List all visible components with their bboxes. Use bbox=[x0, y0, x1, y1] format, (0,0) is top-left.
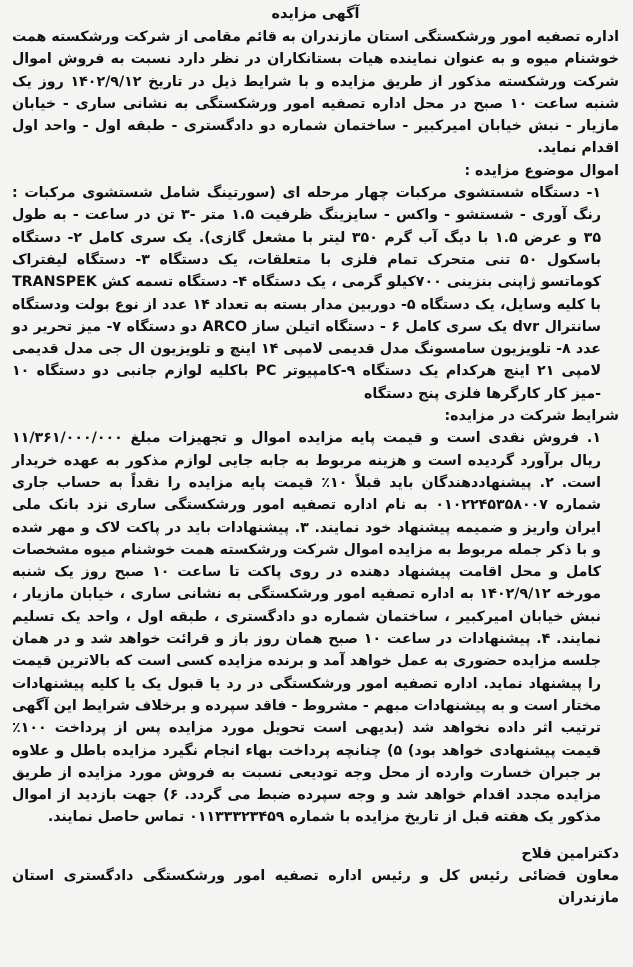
signer-name: دکترامین فلاح bbox=[521, 845, 619, 862]
conditions-text: ۱. فروش نقدی است و قیمت پایه مزایده اموال و تجهیزات مبلغ ۱۱/۳۶۱/۰۰۰/۰۰۰ ریال برآورد گردیده است و هزینه مربوط به جابه جایی لوازم مذکور به عهده خریدار است. ۲. پیشنهاددهندگان باید قبلاً ۱۰٪ قیمت پایه مزایده را نقداً به حساب جاری شماره ۰۱۰۲۲۴۵۳۵۸۰۰۷ به نام اداره تصفیه امور ورشکستگی ساری نزد بانک ملی ایران واریز و ضمیمه پیشنهاد خود نمایند. ۳. پیشنهادات باید در پاکت لاک و مهر شده و با ذکر جمله مربوط به مزایده اموال شرکت ورشکسته همت خوشنام میوه مشخصات کامل و محل اقامت پیشنهاد دهنده در روی پاکت تا ساعت ۱۰ صبح روز یک شنبه مورخه ۱۴۰۲/۹/۱۲ به اداره تصفیه امور ورشکستگی به نشانی ساری ، خیابان مازیار ، نبش خیابان امیرکبیر ، ساختمان شماره دو دادگستری ، طبقه اول ، واحد یک تسلیم نمایند. ۴. پیشنهادات در ساعت ۱۰ صبح همان روز باز و قرائت خواهد شد و در همان جلسه مزایده حضوری به عمل خواهد آمد و برنده مزایده کسی است که بالاترین قیمت را پیشنهاد نماید. اداره تصفیه امور ورشکستگی در رد یا قبول یک یا کلیه پیشنهادات مختار است و به پیشنهادات مبهم - مشروط - فاقد سپرده و برخلاف شرایط این آگهی ترتیب اثر داده نخواهد شد (بدیهی است تحویل مورد مزایده پس از پرداخت ۱۰۰٪ قیمت پیشنهادی خواهد بود) ۵) چنانچه پرداخت بهاء انجام نگیرد مزایده باطل و علاوه بر جبران خسارت وارده از محل وجه تودیعی نسبت به فروش مورد مزایده از طریق مزایده مجدد اقدام خواهد شد و وجه سپرده ضبط می گردد. ۶) جهت بازدید از اموال مذکور یک هفته قبل از تاریخ مزایده با شماره ۰۱۱۳۳۳۲۳۴۵۹ تماس حاصل نمایند. bbox=[12, 430, 601, 826]
notice-title: آگهی مزایده bbox=[271, 6, 360, 22]
items-list: ۱- دستگاه شستشوی مرکبات چهار مرحله ای (سورتینگ شامل شستشوی مرکبات : رنگ آوری - شستشو - واکس - سایزینگ ظرفیت ۱.۵ متر -۳ تن در ساعت - به طول ۳۵ و عرض ۱.۵ با دیگ آب گرم ۳۵۰ لیتر با مشعل گازی). یک سری کامل ۲- دستگاه باسکول ۵۰ تنی متحرک تمام فلزی با متعلقات، یک دستگاه ۳- دستگاه لیفتراک کوماتسو ژاپنی بنزینی ۷۰۰کیلو گرمی ، یک دستگاه ۴- دستگاه تسمه کش TRANSPEK با کلیه وسایل، یک دستگاه ۵- دوربین مدار بسته به تعداد ۱۴ عدد از نوع بولت ودستگاه سانترال dvr یک سری کامل ۶ - دستگاه اتیلن ساز ARCO دو دستگاه ۷- میز تحریر دو عدد ۸- تلویزیون سامسونگ مدل قدیمی لامپی ۱۴ اینچ و تلویزیون ال جی مدل قدیمی لامپی ۲۱ اینچ هرکدام یک دستگاه ۹-کامپیوتر PC باکلیه لوازم جانبی دو دستگاه ۱۰ -میز کار کارگرها فلزی پنج دستگاه bbox=[12, 185, 602, 402]
notice-intro: اداره تصفیه امور ورشکستگی استان مازندران به قائم مقامی از شرکت ورشکسته همت خوشنام میوه و به عنوان نماینده هیات بستانکاران در نظر دارد نسبت به فروش اموال شرکت ورشکسته مذکور از طریق مزایده و با شرایط ذیل در تاریخ ۱۴۰۲/۹/۱۲ روز یک شنبه ساعت ۱۰ صبح در محل اداره تصفیه امور ورشکستگی به نشانی ساری - خیابان مازیار - نبش خیابان امیرکبیر - ساختمان شماره دو دادگستری - طبقه اول - واحد اول اقدام نماید. bbox=[12, 29, 619, 157]
signer-role: معاون قضائی رئیس کل و رئیس اداره تصفیه امور ورشکستگی دادگستری استان مازندران bbox=[12, 867, 619, 906]
items-heading: اموال موضوع مزایده : bbox=[464, 162, 619, 179]
conditions-heading: شرایط شرکت در مزایده: bbox=[444, 408, 619, 425]
